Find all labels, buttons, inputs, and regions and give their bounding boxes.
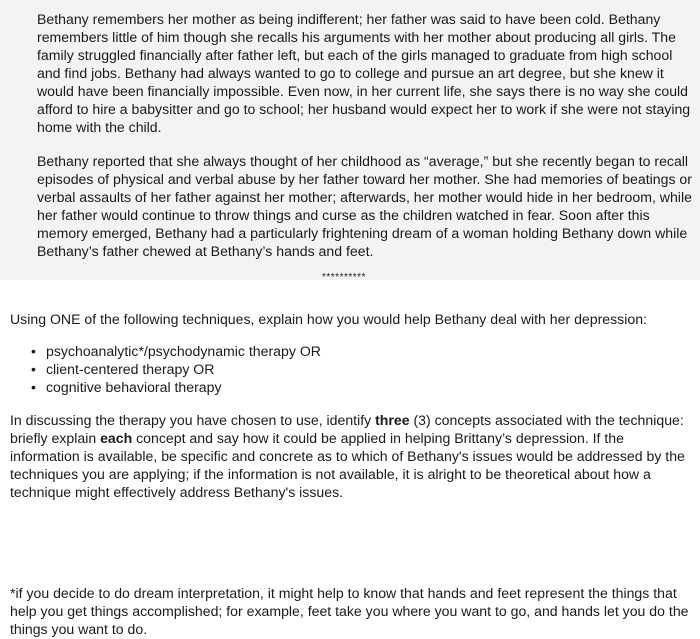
instructions-emphasis-each: each — [100, 430, 133, 446]
bullet-icon: • — [31, 343, 36, 359]
section-separator: ********** — [322, 272, 366, 283]
instructions-text-2: (3) concepts associated with the technique: briefly explain — [10, 412, 684, 446]
case-paragraph-2: Bethany reported that she always thought of her childhood as “average,” but she recently began to recall episodes of physical and verbal abuse by her father toward her mother. She had memories of beatings or verbal assaults of her father against her mother; afterwards, her mother would hide in her bedroom, while her father would continue to throw things and curse as the children watched in fear. Soon after this memory emerged, Bethany had a particularly frightening dream of a woman holding Bethany down while Bethany’s father chewed at Bethany’s hands and feet. — [37, 153, 692, 259]
case-paragraph-1: Bethany remembers her mother as being indifferent; her father was said to have been cold. Bethany remembers little of him though she recalls his arguments with her mother about producing all girls. The family struggled financially after father left, but each of the girls managed to graduate from high school and find jobs. Bethany had always wanted to go to college and pursue an art degree, but she knew it would have been financially impossible. Even now, in her current life, she says there is no way she could afford to hire a babysitter and go to school; her husband would expect her to work if she were not staying home with the child. — [37, 11, 691, 135]
bullet-icon: • — [31, 379, 36, 395]
technique-label: cognitive behavioral therapy — [46, 379, 222, 395]
assignment-prompt: Using ONE of the following techniques, explain how you would help Bethany deal with her depression: — [10, 311, 647, 327]
instructions-paragraph — [10, 411, 692, 501]
footnote: *if you decide to do dream interpretation, it might help to know that hands and feet represent the things that help you get things accomplished; for example, feet take you where you want to go, and hands let you do the things you want to do. — [10, 585, 689, 637]
technique-label: psychoanalytic*/psychodynamic therapy OR — [46, 343, 321, 359]
bullet-icon: • — [31, 361, 36, 377]
list-item — [30, 360, 321, 378]
instructions-text-1: In discussing the therapy you have chosen to use, identify — [10, 412, 376, 428]
instructions-emphasis-three: three — [375, 412, 410, 428]
list-item — [30, 342, 321, 360]
list-item — [30, 378, 321, 396]
technique-list — [30, 342, 321, 396]
technique-label: client-centered therapy OR — [46, 361, 215, 377]
instructions-text-3: concept and say how it could be applied in helping Brittany’s depression. If the information is available, be specific and concrete as to which of Bethany's issues would be addressed by the techniques you are applying; if the information is not available, it is alright to be theoretical about how a technique might effectively address Bethany's issues. — [10, 430, 685, 500]
